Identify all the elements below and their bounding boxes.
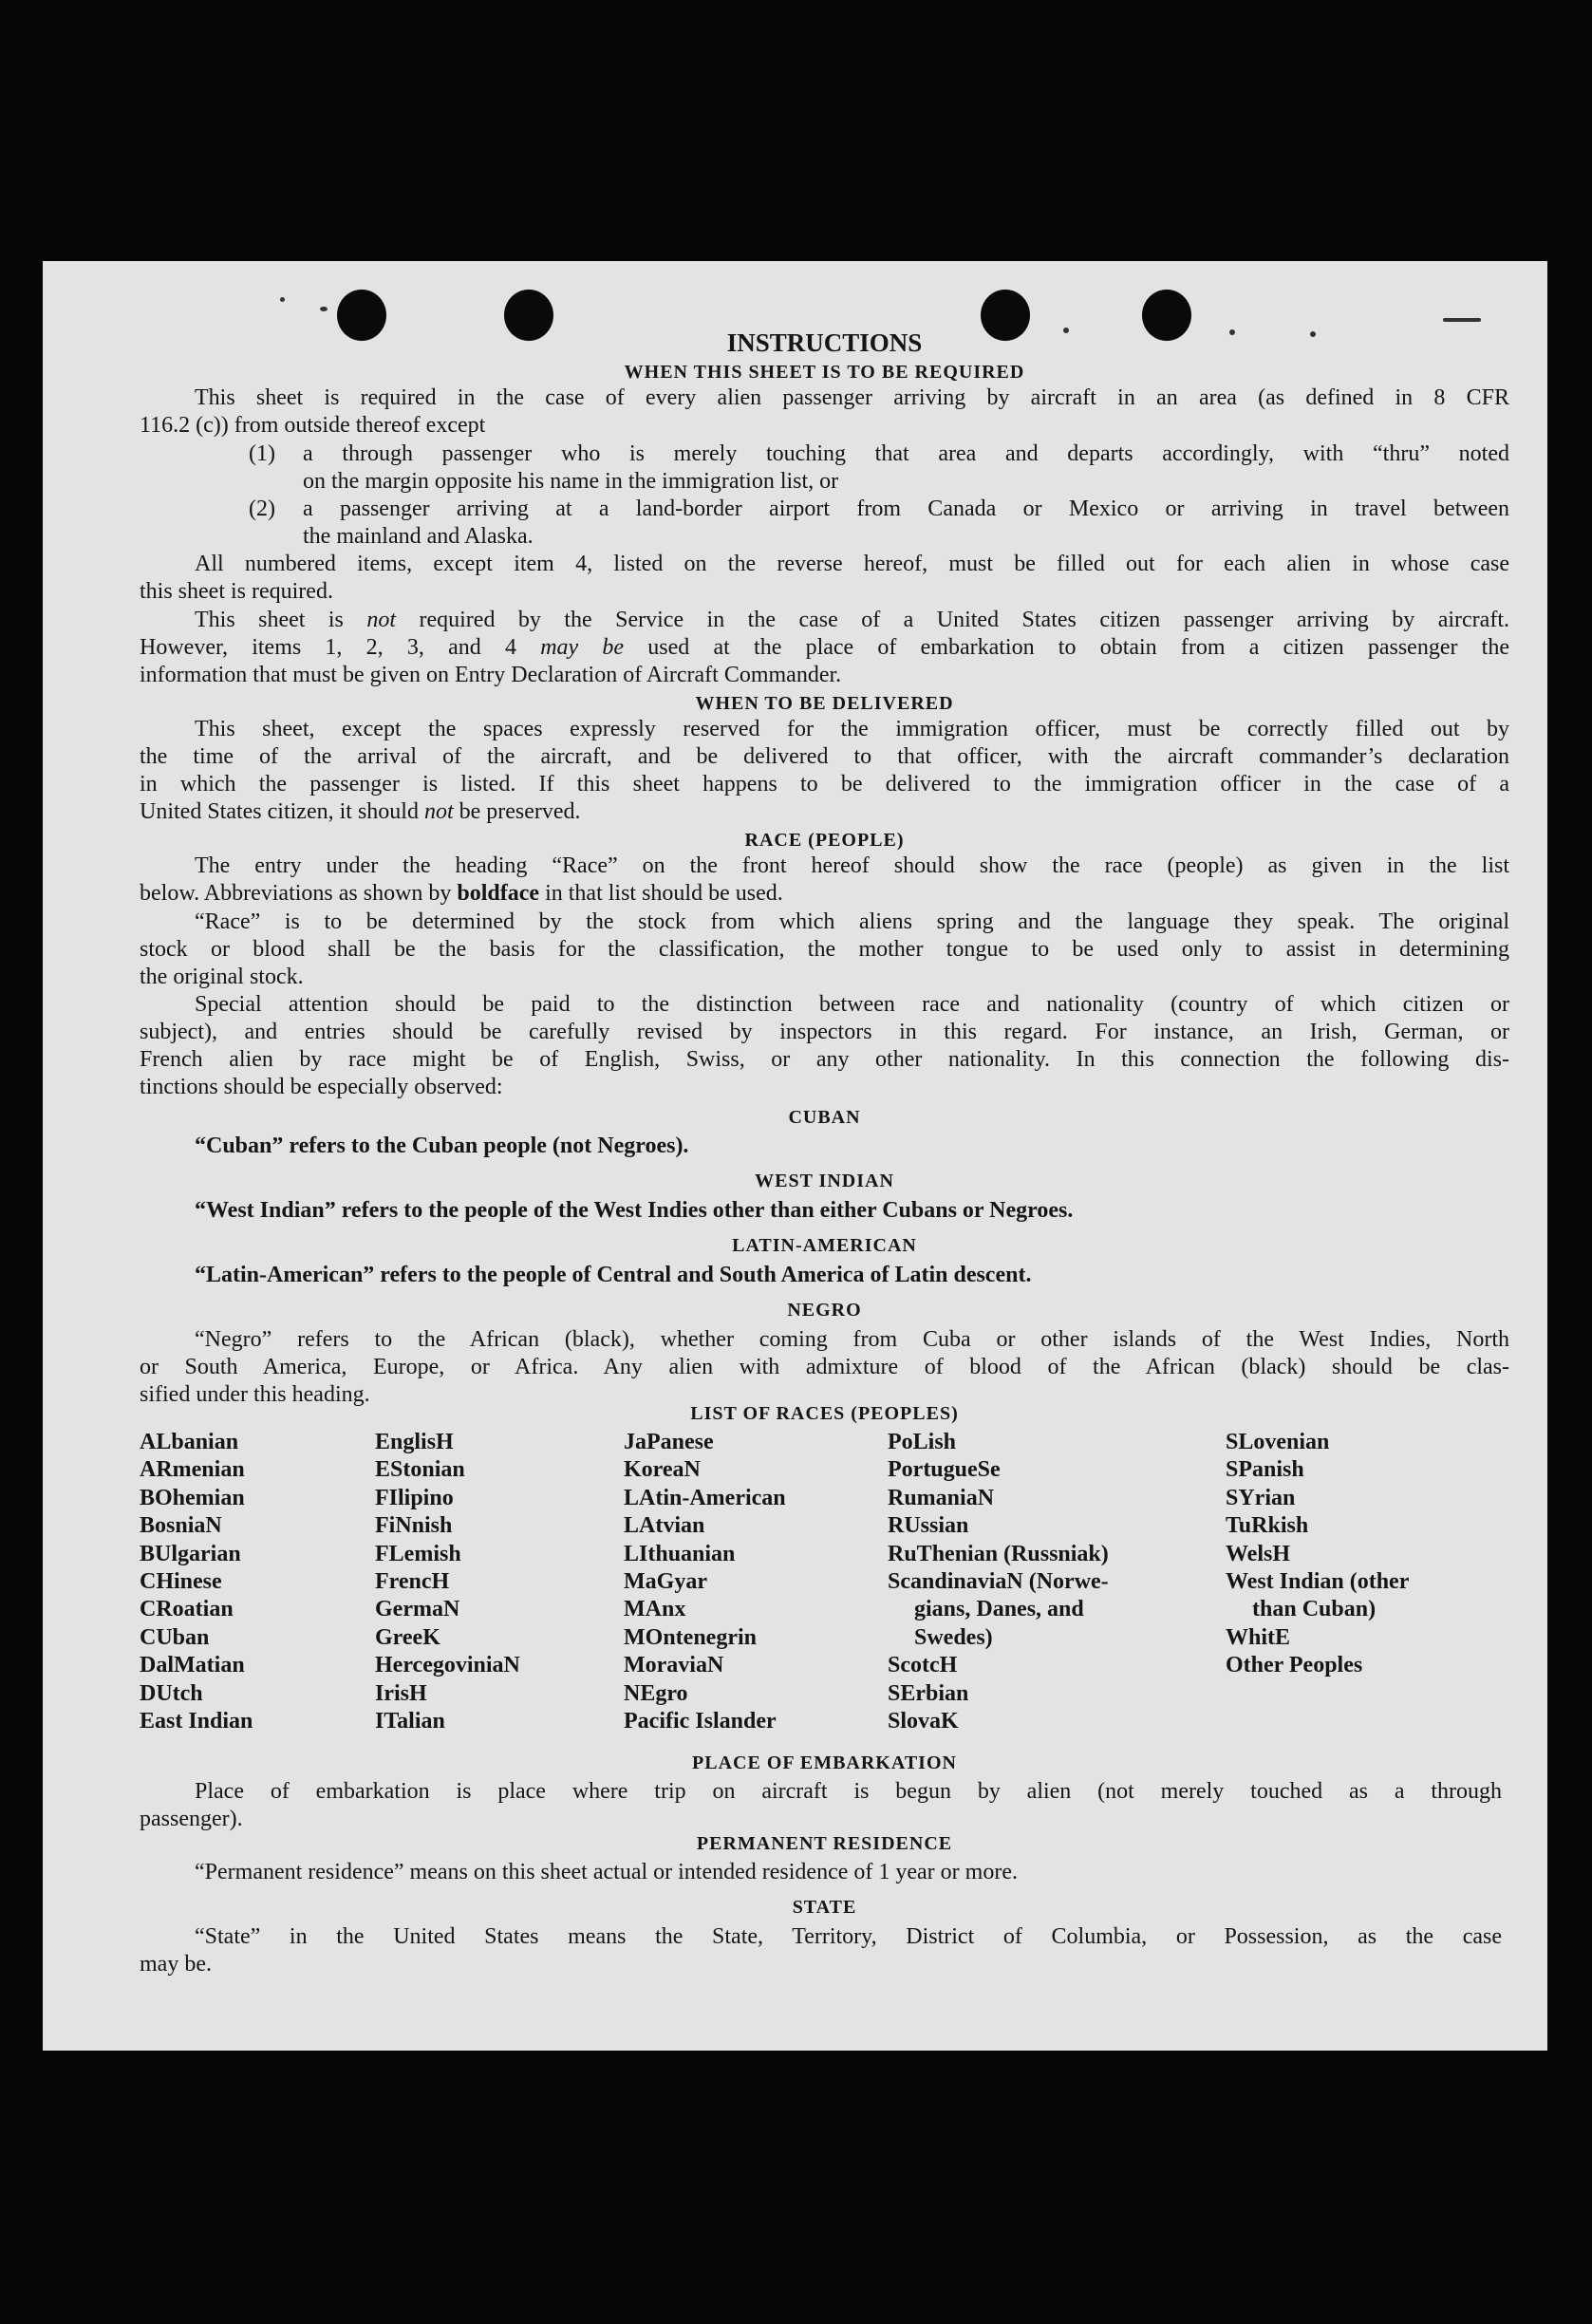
list-number: (2) — [249, 497, 275, 521]
race-item: SLovenian — [1226, 1430, 1330, 1454]
race-item: Pacific Islander — [624, 1709, 777, 1734]
race-item: DalMatian — [140, 1653, 245, 1678]
race-item: FrencH — [375, 1569, 450, 1595]
section-heading: WHEN TO BE DELIVERED — [695, 693, 954, 714]
text-line: the original stock. — [140, 965, 304, 989]
text-line — [195, 607, 1509, 634]
text-line: “Permanent residence” means on this sheet actual or intended residence of 1 year or more. — [195, 1860, 1018, 1884]
text-line: stock or blood shall be the basis for the classification, the mother tongue to be used only to assist in determining — [140, 937, 1509, 962]
text-line — [140, 880, 783, 908]
text-line: French alien by race might be of English, Swiss, or any other nationality. In this connection the following dis- — [140, 1047, 1509, 1072]
race-column-5 — [1226, 1429, 1409, 1680]
instruction-sheet — [43, 261, 1547, 2051]
speck — [1443, 318, 1481, 322]
race-item: PoLish — [888, 1430, 957, 1454]
race-item: ITalian — [375, 1709, 445, 1734]
race-item: RumaniaN — [888, 1485, 995, 1510]
text-line: This sheet is required in the case of every alien passenger arriving by aircraft in an area (as defined in 8 CFR — [195, 385, 1509, 410]
text-line: “Negro” refers to the African (black), whether coming from Cuba or other islands of the West Indies, North — [195, 1327, 1509, 1352]
section-heading: STATE — [792, 1897, 857, 1918]
race-item: DUtch — [140, 1680, 203, 1706]
race-item: GermaN — [375, 1597, 460, 1622]
text-span: This sheet is — [195, 608, 367, 632]
text-line: Place of embarkation is place where trip on aircraft is begun by alien (not merely touched as a through — [195, 1779, 1502, 1804]
race-item: NEgro — [624, 1680, 688, 1706]
text-line: “Cuban” refers to the Cuban people (not Negroes). — [195, 1134, 689, 1158]
race-item: EStonian — [375, 1457, 465, 1483]
race-item: ScotcH — [888, 1653, 958, 1678]
race-column-2 — [375, 1429, 520, 1735]
section-heading: LIST OF RACES (PEOPLES) — [690, 1403, 959, 1424]
race-item: CUban — [140, 1624, 210, 1650]
text-line: on the margin opposite his name in the immigration list, or — [303, 469, 839, 494]
text-line: Special attention should be paid to the distinction between race and nationality (country of which citizen or — [195, 992, 1509, 1017]
race-item: LIthuanian — [624, 1541, 736, 1566]
race-item: MaGyar — [624, 1569, 707, 1595]
race-item: BosniaN — [140, 1513, 222, 1539]
section-heading: WEST INDIAN — [755, 1171, 894, 1191]
race-item: SYrian — [1226, 1485, 1296, 1510]
race-item: FiNnish — [375, 1513, 453, 1539]
text-line: passenger). — [140, 1807, 243, 1831]
speck — [320, 307, 328, 311]
text-line: may be. — [140, 1952, 212, 1977]
race-item: Swedes) — [914, 1624, 993, 1650]
race-item: KoreaN — [624, 1457, 701, 1483]
race-item: JaPanese — [624, 1430, 714, 1454]
race-item: MAnx — [624, 1597, 686, 1622]
speck — [280, 297, 285, 302]
italic-span: not — [366, 608, 397, 632]
race-item: EnglisH — [375, 1430, 454, 1454]
race-item: East Indian — [140, 1709, 253, 1734]
text-line: “Race” is to be determined by the stock from which aliens spring and the language they speak. The original — [195, 909, 1509, 934]
text-span: used at the place of embarkation to obtain from a citizen passenger the — [624, 635, 1509, 660]
race-item: BUlgarian — [140, 1541, 241, 1566]
race-item: ALbanian — [140, 1430, 239, 1454]
text-line: information that must be given on Entry Declaration of Aircraft Commander. — [140, 663, 842, 687]
race-item: IrisH — [375, 1680, 427, 1706]
section-heading: PERMANENT RESIDENCE — [696, 1833, 953, 1854]
race-item: RuThenian (Russniak) — [888, 1541, 1109, 1566]
race-item: LAtin-American — [624, 1485, 786, 1510]
text-line: subject), and entries should be carefully revised by inspectors in this regard. For instance, an Irish, German, or — [140, 1020, 1509, 1044]
race-item: SlovaK — [888, 1709, 959, 1734]
race-item: WhitE — [1226, 1624, 1291, 1650]
race-item: GreeK — [375, 1624, 440, 1650]
italic-span: not — [423, 799, 454, 824]
text-line: in which the passenger is listed. If this sheet happens to be delivered to the immigration officer in the case of a — [140, 772, 1509, 797]
race-column-3 — [624, 1429, 786, 1735]
race-item: MoraviaN — [624, 1653, 724, 1678]
race-item: BOhemian — [140, 1485, 245, 1510]
text-line: All numbered items, except item 4, listed on the reverse hereof, must be filled out for each alien in whose case — [195, 552, 1509, 576]
section-heading: NEGRO — [787, 1300, 862, 1321]
race-item: CHinese — [140, 1569, 222, 1595]
race-item: CRoatian — [140, 1597, 234, 1622]
text-line: this sheet is required. — [140, 579, 333, 604]
race-list — [140, 1429, 1509, 1742]
text-span: However, items 1, 2, 3, and 4 — [140, 635, 541, 660]
race-item: gians, Danes, and — [914, 1597, 1084, 1622]
race-column-4 — [888, 1429, 1109, 1735]
section-heading: PLACE OF EMBARKATION — [692, 1752, 957, 1773]
text-line: The entry under the heading “Race” on the front hereof should show the race (people) as given in the list — [195, 853, 1509, 878]
text-line: tinctions should be especially observed: — [140, 1075, 503, 1099]
race-item: SErbian — [888, 1680, 969, 1706]
text-line: “State” in the United States means the State, Territory, District of Columbia, or Possession, as the case — [195, 1924, 1502, 1949]
text-span: be preserved. — [453, 799, 581, 824]
text-line: “Latin-American” refers to the people of Central and South America of Latin descent. — [195, 1263, 1032, 1287]
section-heading: WHEN THIS SHEET IS TO BE REQUIRED — [624, 362, 1025, 383]
section-heading: LATIN-AMERICAN — [732, 1235, 917, 1256]
text-line: a passenger arriving at a land-border airport from Canada or Mexico or arriving in travel between — [303, 497, 1509, 521]
race-item: WelsH — [1226, 1541, 1291, 1566]
race-item: MOntenegrin — [624, 1624, 757, 1650]
italic-span: may be — [540, 635, 625, 660]
text-span: below. Abbreviations as shown by — [140, 881, 458, 906]
text-span: required by the Service in the case of a United States citizen passenger arriving by aircraft. — [396, 608, 1509, 632]
text-line: “West Indian” refers to the people of the West Indies other than either Cubans or Negroes. — [195, 1198, 1074, 1223]
text-line: a through passenger who is merely touching that area and departs accordingly, with “thru” noted — [303, 441, 1509, 466]
race-item: PortugueSe — [888, 1457, 1001, 1483]
race-item: FLemish — [375, 1541, 461, 1566]
race-item: West Indian (other — [1226, 1569, 1410, 1595]
section-heading: CUBAN — [788, 1107, 861, 1128]
text-span: United States citizen, it should — [140, 799, 424, 824]
text-line: the mainland and Alaska. — [303, 524, 534, 549]
race-item: ARmenian — [140, 1457, 245, 1483]
race-item: HercegoviniaN — [375, 1653, 520, 1678]
text-line: the time of the arrival of the aircraft, and be delivered to that officer, with the aircraft commander’s declaration — [140, 744, 1509, 769]
race-column-1 — [140, 1429, 253, 1735]
race-item: RUssian — [888, 1513, 969, 1539]
race-item: SPanish — [1226, 1457, 1304, 1483]
text-line: This sheet, except the spaces expressly reserved for the immigration officer, must be correctly filled out by — [195, 717, 1509, 741]
document-title: INSTRUCTIONS — [726, 328, 923, 357]
bold-span: boldface — [457, 881, 540, 906]
text-line — [140, 798, 581, 826]
race-item: than Cuban) — [1252, 1597, 1377, 1622]
race-item: TuRkish — [1226, 1513, 1309, 1539]
race-item: ScandinaviaN (Norwe- — [888, 1569, 1109, 1595]
race-item: LAtvian — [624, 1513, 705, 1539]
race-item: Other Peoples — [1226, 1653, 1363, 1678]
text-line: 116.2 (c)) from outside thereof except — [140, 413, 486, 438]
section-heading: RACE (PEOPLE) — [744, 830, 905, 851]
text-line — [140, 634, 1509, 662]
text-span: in that list should be used. — [539, 881, 783, 906]
text-line: sified under this heading. — [140, 1382, 370, 1407]
text-line: or South America, Europe, or Africa. Any alien with admixture of blood of the African (black) should be clas- — [140, 1355, 1509, 1379]
race-item: FIlipino — [375, 1485, 454, 1510]
list-number: (1) — [249, 441, 275, 466]
